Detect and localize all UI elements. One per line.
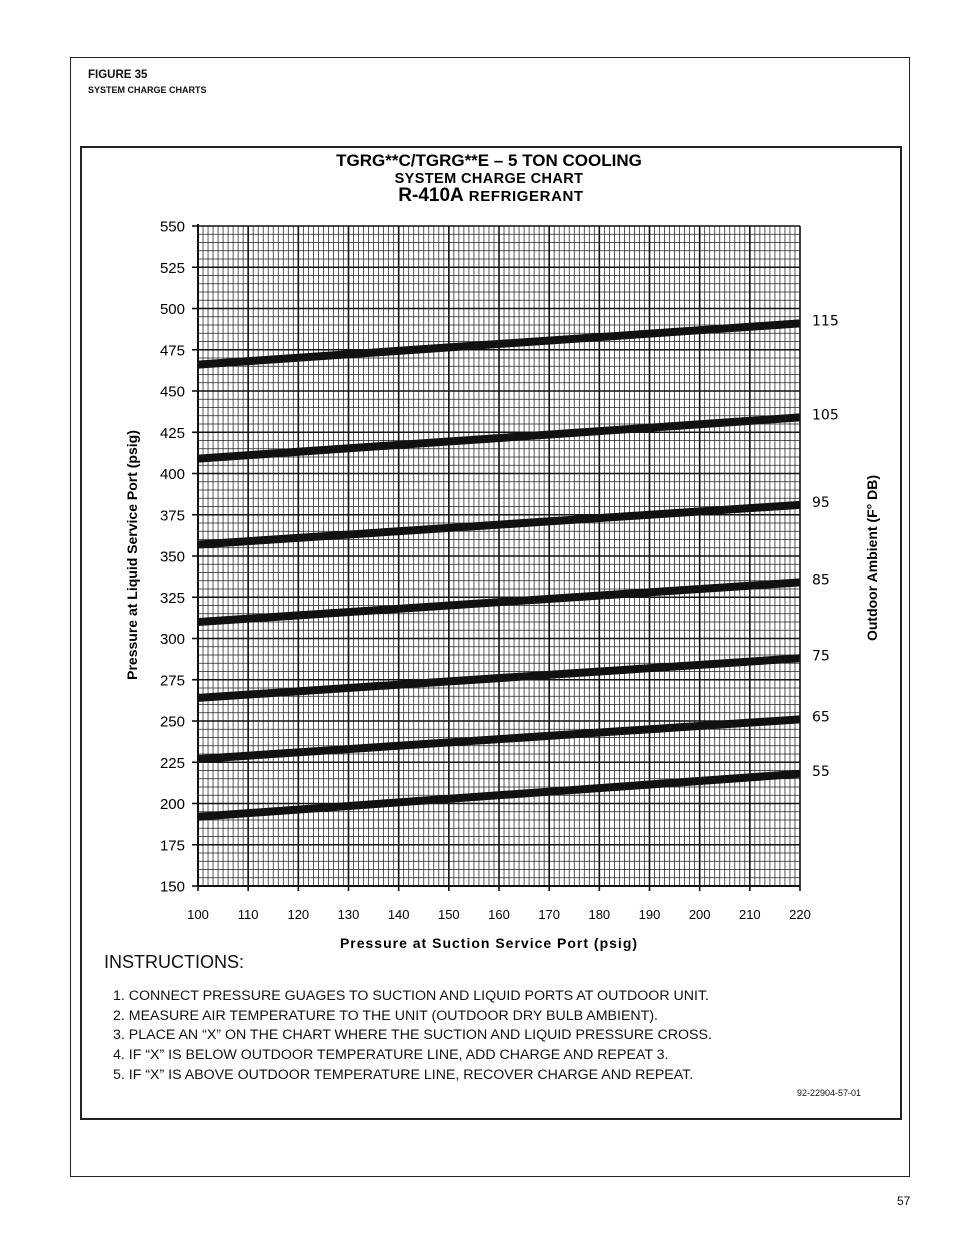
figure-label: FIGURE 35: [88, 69, 148, 81]
x-tick-labels: [187, 907, 811, 922]
series-label-75: 75: [812, 648, 830, 665]
y-tick-label: 475: [159, 342, 185, 360]
series-label-55: 55: [812, 763, 830, 780]
instruction-step: 4. IF “X” IS BELOW OUTDOOR TEMPERATURE LINE, ADD CHARGE AND REPEAT 3.: [113, 1047, 669, 1064]
x-tick-label: 220: [789, 907, 811, 922]
y-tick-label: 250: [159, 713, 185, 731]
y-tick-label: 500: [159, 301, 185, 318]
x-tick-label: 180: [588, 907, 611, 922]
x-tick-label: 210: [738, 907, 761, 922]
y-tick-label: 550: [159, 218, 185, 236]
series-label-105: 105: [812, 407, 839, 424]
y-tick-label: 200: [159, 796, 185, 813]
chart-title: TGRG**C/TGRG**E – 5 TON COOLING: [336, 151, 642, 170]
instruction-step: 1. CONNECT PRESSURE GUAGES TO SUCTION AND LIQUID PORTS AT OUTDOOR UNIT.: [113, 988, 709, 1004]
x-tick-label: 120: [287, 907, 310, 922]
x-tick-label: 190: [638, 907, 661, 922]
chart-subtitle: SYSTEM CHARGE CHART: [394, 171, 584, 187]
refrigerant-name: R-410A: [398, 185, 464, 206]
series-label-85: 85: [812, 572, 830, 589]
x-tick-label: 150: [437, 907, 460, 922]
series-label-95: 95: [812, 494, 830, 511]
ambient-axis-label: Outdoor Ambient (F° DB): [864, 474, 880, 642]
y-tick-label: 225: [159, 754, 185, 772]
y-tick-label: 375: [159, 507, 185, 525]
instruction-step: 3. PLACE AN “X” ON THE CHART WHERE THE SUCTION AND LIQUID PRESSURE CROSS.: [113, 1027, 712, 1044]
series-label-65: 65: [812, 709, 830, 726]
x-tick-label: 140: [387, 907, 410, 922]
y-tick-label: 425: [159, 424, 185, 442]
series-labels: [812, 313, 839, 779]
y-tick-label: 400: [159, 466, 185, 483]
y-tick-label: 325: [159, 589, 185, 607]
instructions-list: [113, 987, 712, 1086]
x-tick-label: 110: [237, 907, 259, 922]
y-tick-label: 275: [159, 672, 185, 690]
y-tick-labels: [160, 219, 185, 896]
y-tick-label: 300: [159, 631, 185, 648]
x-tick-label: 160: [488, 907, 510, 922]
series-label-115: 115: [812, 313, 839, 330]
x-tick-label: 100: [187, 907, 209, 922]
x-tick-label: 130: [337, 907, 360, 922]
y-tick-label: 525: [159, 259, 185, 277]
y-tick-label: 350: [159, 548, 185, 566]
y-tick-label: 175: [159, 837, 185, 855]
document-number: 92-22904-57-01: [797, 1088, 862, 1098]
y-tick-label: 150: [159, 878, 185, 896]
chart-refrigerant: [398, 185, 583, 206]
refrigerant-word: REFRIGERANT: [468, 188, 584, 205]
x-axis-label: Pressure at Suction Service Port (psig): [339, 935, 639, 951]
instruction-step: 5. IF “X” IS ABOVE OUTDOOR TEMPERATURE LINE, RECOVER CHARGE AND REPEAT.: [113, 1066, 694, 1083]
instruction-step: 2. MEASURE AIR TEMPERATURE TO THE UNIT (OUTDOOR DRY BULB AMBIENT).: [113, 1007, 659, 1024]
figure-caption: SYSTEM CHARGE CHARTS: [88, 85, 207, 95]
x-tick-label: 200: [688, 907, 711, 922]
instructions-title: INSTRUCTIONS:: [104, 952, 245, 972]
x-tick-label: 170: [538, 907, 561, 922]
page-number: 57: [897, 1194, 911, 1208]
y-axis-label: Pressure at Liquid Service Port (psig): [124, 430, 140, 680]
y-tick-label: 450: [159, 383, 185, 401]
